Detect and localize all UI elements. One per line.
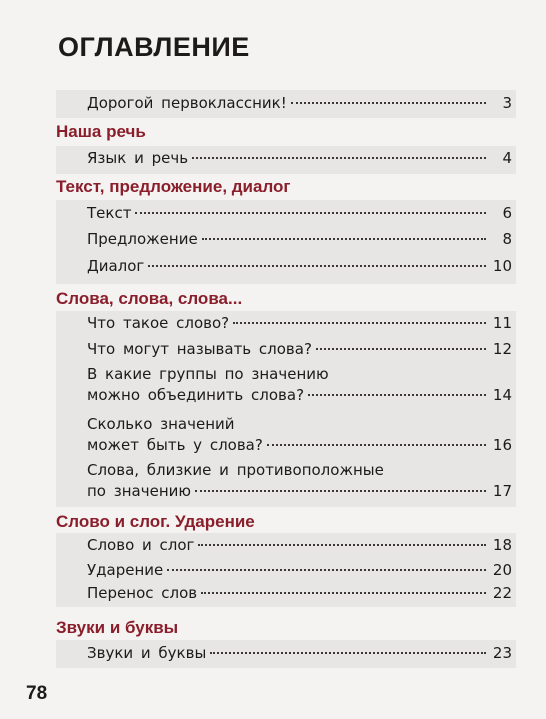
toc-entry[interactable] — [87, 414, 512, 456]
toc-entry[interactable] — [87, 560, 512, 581]
toc-entry[interactable] — [87, 256, 512, 277]
dot-leader — [316, 348, 486, 350]
toc-entry[interactable] — [87, 460, 512, 502]
toc-entry-page: 20 — [492, 561, 512, 579]
dot-leader — [198, 544, 486, 546]
toc-entry-page: 14 — [492, 386, 512, 404]
toc-entry-label: Слово и слог — [87, 536, 195, 554]
dot-leader — [202, 238, 486, 240]
dot-leader — [210, 652, 486, 654]
dot-leader — [233, 322, 486, 324]
dot-leader — [195, 490, 486, 492]
dot-leader — [201, 592, 486, 594]
toc-entry-page: 16 — [492, 436, 512, 454]
dot-leader — [148, 265, 486, 267]
toc-entry[interactable] — [87, 313, 512, 334]
section-heading: Звуки и буквы — [56, 618, 179, 637]
toc-entry-label: Текст — [87, 204, 132, 222]
toc-entry-page: 4 — [502, 149, 512, 167]
toc-entry-page: 23 — [492, 644, 512, 662]
toc-entry-page: 12 — [492, 340, 512, 358]
toc-entry-label: Дорогой первоклассник! — [87, 94, 287, 112]
toc-entry-page: 17 — [492, 482, 512, 500]
section-heading: Слово и слог. Ударение — [56, 512, 255, 531]
toc-entry[interactable] — [87, 583, 512, 604]
toc-entry-label-line1: Слова, близкие и противоположные — [87, 461, 384, 479]
toc-entry-label: Язык и речь — [87, 149, 189, 167]
toc-entry-label: может быть у слова? — [87, 436, 263, 454]
dot-leader — [192, 157, 486, 159]
dot-leader — [308, 394, 486, 396]
toc-entry-label: по значению — [87, 482, 192, 500]
page-number: 78 — [26, 683, 48, 704]
toc-entry[interactable] — [87, 339, 512, 360]
page-title: ОГЛАВЛЕНИЕ — [58, 32, 250, 62]
dot-leader — [135, 212, 486, 214]
toc-entry-page: 6 — [502, 204, 512, 222]
toc-entry-page: 3 — [502, 94, 512, 112]
toc-entry[interactable] — [87, 203, 512, 224]
toc-entry-page: 22 — [492, 584, 512, 602]
section-heading: Слова, слова, слова... — [56, 289, 243, 308]
section-heading: Наша речь — [56, 122, 146, 141]
toc-entry-label: Перенос слов — [87, 584, 198, 602]
section-heading: Текст, предложение, диалог — [56, 177, 291, 196]
toc-entry[interactable] — [87, 643, 512, 664]
dot-leader — [291, 102, 486, 104]
toc-entry-page: 11 — [492, 314, 512, 332]
toc-entry[interactable] — [87, 364, 512, 406]
toc-entry-label-line1: В какие группы по значению — [87, 365, 329, 383]
toc-entry-page: 8 — [502, 230, 512, 248]
toc-entry[interactable] — [87, 535, 512, 556]
toc-entry[interactable] — [87, 229, 512, 250]
toc-entry-label: Что такое слово? — [87, 314, 230, 332]
toc-entry-label: Что могут называть слова? — [87, 340, 312, 358]
toc-entry-page: 18 — [492, 536, 512, 554]
toc-entry-label: Ударение — [87, 561, 164, 579]
toc-entry-label: Диалог — [87, 257, 145, 275]
toc-entry-label: Предложение — [87, 230, 198, 248]
toc-entry-label-line1: Сколько значений — [87, 415, 235, 433]
toc-entry-page: 10 — [492, 257, 512, 275]
toc-entry-label: можно объединить слова? — [87, 386, 305, 404]
dot-leader — [267, 444, 486, 446]
dot-leader — [167, 569, 486, 571]
toc-entry-label: Звуки и буквы — [87, 644, 207, 662]
toc-entry[interactable] — [87, 93, 512, 114]
toc-entry[interactable] — [87, 148, 512, 169]
